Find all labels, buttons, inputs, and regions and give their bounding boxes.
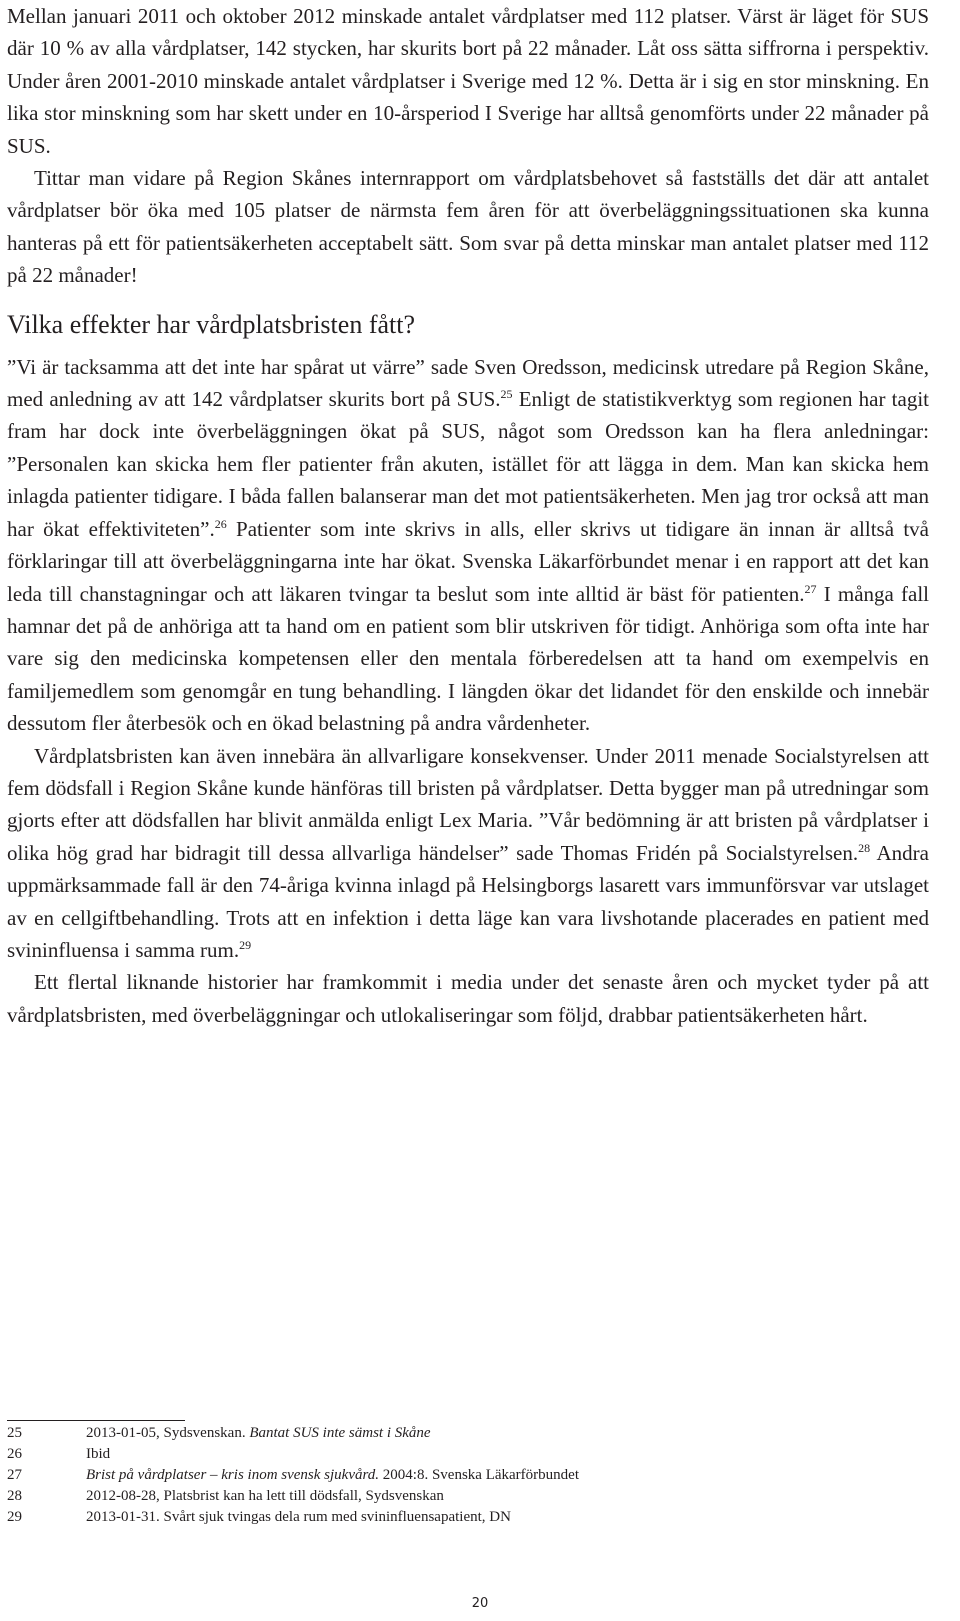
footnote-number: 28 bbox=[7, 1488, 22, 1504]
body-text bbox=[7, 0, 929, 1031]
page-number: 20 bbox=[471, 1596, 489, 1611]
footnote-divider bbox=[7, 1420, 185, 1421]
footnote-number: 29 bbox=[7, 1509, 22, 1525]
footnote-item bbox=[7, 1486, 907, 1507]
footnote-text: 2013-01-05, Sydsvenskan. bbox=[86, 1425, 250, 1441]
section-heading: Vilka effekter har vårdplatsbristen fått? bbox=[7, 309, 416, 339]
footnote-ref-29: 29 bbox=[239, 937, 252, 952]
footnote-number: 27 bbox=[7, 1467, 22, 1483]
paragraph-1: Mellan januari 2011 och oktober 2012 minskade antalet vårdplatser med 112 platser. Värst är läget för SUS där 10 % av alla vårdplatser, 142 stycken, har skurits bort på 22 månader. Låt oss sätta siffrorna i perspektiv. Under åren 2001-2010 minskade antalet vårdplatser i Sverige med 12 %. Detta är i sig en stor minskning. En lika stor minskning som har skett under en 10-årsperiod I Sverige har alltså genomförts under 22 månader på SUS. bbox=[7, 4, 929, 158]
footnote-number: 25 bbox=[7, 1425, 22, 1441]
footnote-ref-26: 26 bbox=[214, 516, 227, 531]
footnote-ref-25: 25 bbox=[500, 387, 513, 402]
footnote-item bbox=[7, 1507, 907, 1528]
paragraph-3-text-a: ”Vi är tacksamma att det inte har spårat ut värre” sade Sven Oredsson, medicinsk utredare på Region Skåne, med anledning av att 142 vårdplatser skurits bort på SUS. bbox=[7, 354, 929, 412]
paragraph-4-text-b: Andra uppmärksammade fall är den 74-åriga kvinna inlagd på Helsingborgs lasarett vars immunförsvar var utslaget av en cellgiftbehandling. Trots att en infektion i detta läge kan vara livshotande placerades en patient med svininfluensa i samma rum. bbox=[7, 840, 930, 962]
footnote-list bbox=[7, 1423, 907, 1528]
footnote-text: Ibid bbox=[86, 1446, 111, 1462]
footnote-title: Brist på vårdplatser – kris inom svensk sjukvård. bbox=[86, 1467, 380, 1483]
paragraph-3 bbox=[7, 351, 929, 740]
footnote-text-after: 2004:8. Svenska Läkarförbundet bbox=[379, 1467, 579, 1483]
footnote-title: Bantat SUS inte sämst i Skåne bbox=[249, 1425, 431, 1441]
footnote-item bbox=[7, 1465, 907, 1486]
paragraph-3-text-d: I många fall hamnar det på de anhöriga att ta hand om en patient som blir utskriven för tidigt. Anhöriga som ofta inte har vare sig den medicinska kompetensen eller den mentala förberedelsen att ta hand om exempelvis en familjemedlem som genomgår en tung behandling. I längden ökar det lidandet för den enskilde och innebär dessutom fler återbesök och en ökad belastning på andra vårdenheter. bbox=[7, 581, 930, 736]
paragraph-2: Tittar man vidare på Region Skånes internrapport om vårdplatsbehovet så fastställs det där att antalet vårdplatser bör öka med 105 platser de närmsta fem åren för att överbeläggningssituationen ska kunna hanteras på ett för patientsäkerheten acceptabelt sätt. Som svar på detta minskar man antalet platser med 112 på 22 månader! bbox=[7, 166, 929, 288]
paragraph-5: Ett flertal liknande historier har framkommit i media under det senaste åren och mycket tyder på att vårdplatsbristen, med överbeläggningar och utlokaliseringar som följd, drabbar patientsäkerheten hårt. bbox=[7, 970, 929, 1027]
footnote-text: 2013-01-31. Svårt sjuk tvingas dela rum med svininfluensapatient, DN bbox=[86, 1509, 511, 1525]
paragraph-4-text-a: Vårdplatsbristen kan även innebära än allvarligare konsekvenser. Under 2011 menade Socialstyrelsen att fem dödsfall i Region Skåne kunde hänföras till bristen på vårdplatser. Detta bygger man på utredningar som gjorts efter att dödsfallen har blivit anmälda enligt Lex Maria. ”Vår bedömning är att bristen på vårdplatser i olika hög grad har bidragit till dessa allvarliga händelser” sade Thomas Fridén på Socialstyrelsen. bbox=[7, 743, 929, 865]
paragraph-3-text-b: Enligt de statistikverktyg som regionen har tagit fram har dock inte överbeläggningen ökat på SUS, något som Oredsson kan ha flera anledningar: ”Personalen kan skicka hem fler patienter från akuten, istället för att lägga in dem. Man kan skicka hem inlagda patienter tidigare. I båda fallen balanserar man det mot patientsäkerheten. Men jag tror också att man har ökat effektiviteten”. bbox=[7, 387, 929, 541]
footnote-ref-28: 28 bbox=[858, 840, 871, 855]
footnote-ref-27: 27 bbox=[804, 581, 817, 596]
footnote-item bbox=[7, 1423, 907, 1444]
footnote-text: 2012-08-28, Platsbrist kan ha lett till dödsfall, Sydsvenskan bbox=[86, 1488, 444, 1504]
footnote-number: 26 bbox=[7, 1446, 22, 1462]
paragraph-4 bbox=[7, 740, 929, 967]
footnote-item bbox=[7, 1444, 907, 1465]
paragraph-3-text-c: Patienter som inte skrivs in alls, eller skrivs ut tidigare än innan är alltså två förklaringar till att överbeläggningarna inte har ökat. Svenska Läkarförbundet menar i en rapport att det kan leda till chanstagningar och att läkaren tvingar ta beslut som inte alltid är bäst för patienten. bbox=[7, 516, 930, 606]
